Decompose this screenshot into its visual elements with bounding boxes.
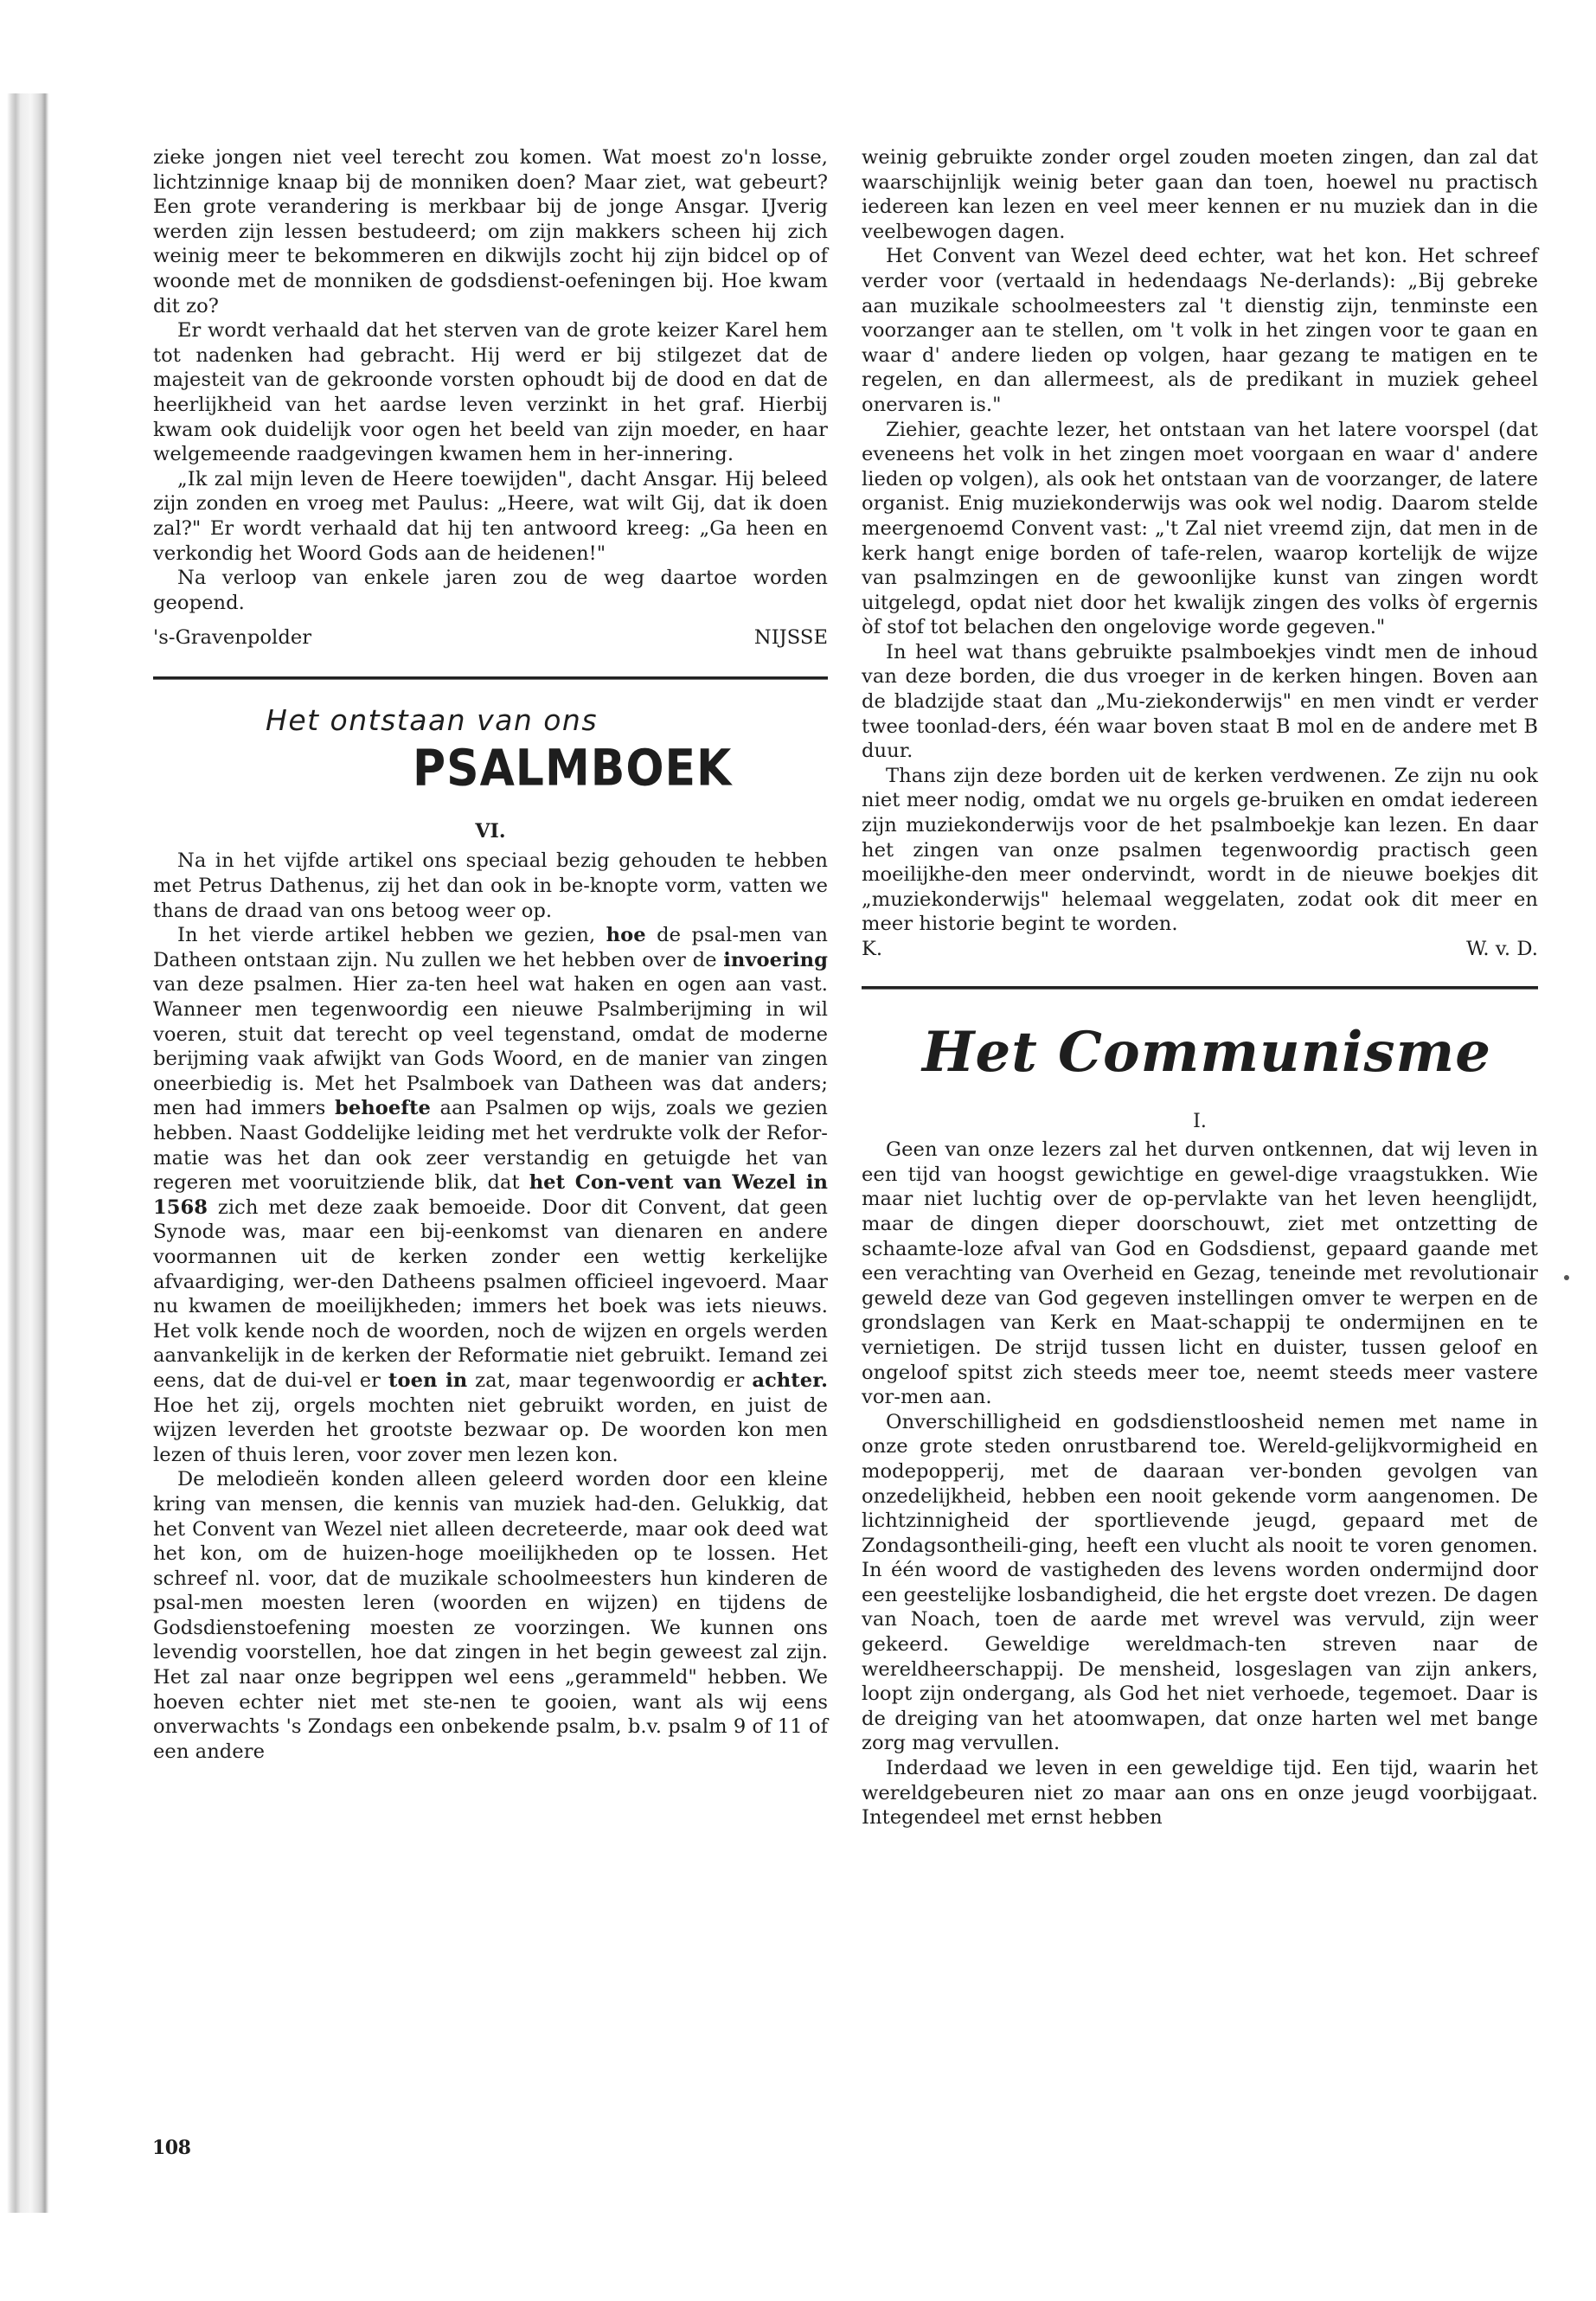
part-number: VI. — [475, 819, 506, 843]
psalmboek-paragraph — [153, 923, 828, 1467]
left-column — [153, 145, 828, 1764]
communisme-paragraph: Inderdaad we leven in een geweldige tijd. Een tijd, waarin het wereldgebeuren niet zo maar aan ons en onze jeugd voorbijgaat. Integendeel met ernst hebben — [862, 1757, 1538, 1830]
text-run: In het vierde artikel hebben we gezien, — [177, 924, 606, 947]
communisme-paragraph: Geen van onze lezers zal het durven ontkennen, dat wij leven in een tijd van hoogst gewichtige en gewel-dige vraagstukken. Wie maar niet luchtig over de op-pervlakte van het leven heenglijdt, maar de dingen dieper doorschouwt, ziet met ontzetting de schaamte-loze afval van God en Godsdienst, gepaard gaande met een verachting van Overheid en Gezag, teneinde met revolutionair geweld deze van God gegeven instellingen omver te werpen en de grondslagen van Kerk en Maat-schappij te ondermijnen en te vernietigen. De strijd tussen licht en duister, tussen geloof en ongeloof spitst zich steeds meer toe, neemt steeds meer vastere vor-men aan. — [862, 1138, 1538, 1409]
communisme-heading: Het Communisme — [922, 1019, 1491, 1085]
psalmboek-continued-paragraph: Ziehier, geachte lezer, het ontstaan van het latere voorspel (dat eveneens het volk in het zingen moet voorgaan en waar d' andere lieden op volgen), als ook het ontstaan van de voorzanger, de latere organist. Enig muziekonderwijs was ook wel nodig. Daarom stelde meergenoemd Convent vast: „'t Zal niet vreemd zijn, dat men in de kerk hangt enige borden of tafe-relen, waarop kortelijk de wijze van psalmzingen en de gewoonlijke kunst van zingen wordt uitgelegd, opdat niet door het kwalijk zingen des volks òf ergernis òf stof tot belachen den ongelovige worde gegeven." — [862, 418, 1538, 639]
page-number: 108 — [152, 2137, 191, 2159]
signature-author: NIJSSE — [753, 626, 828, 650]
book-binding-edge — [7, 93, 50, 2213]
psalmboek-continued-paragraph: weinig gebruikte zonder orgel zouden moeten zingen, dan zal dat waarschijnlijk weinig beter gaan dan toen, hoewel nu practisch iedereen kan lezen en veel meer kennen er nu muziek dan in die veelbewogen dagen. — [862, 146, 1538, 243]
article-signature — [862, 937, 1538, 962]
psalmboek-heading — [153, 702, 828, 798]
signature-place: K. — [862, 938, 883, 960]
psalmboek-continued-paragraph: Het Convent van Wezel deed echter, wat het kon. Het schreef verder voor (vertaald in hedendaags Ne-derlands): „Bij gebreke aan muzikale schoolmeesters zal 't dienstig zijn, tenminste een voorzanger aan te stellen, om 't volk in het zingen voor te gaan en waar d' andere lieden op volgen, haar gezang te matigen en te regelen, en dan allermeest, als de predikant in muziek geheel onervaren is." — [862, 245, 1538, 416]
psalmboek-heading-line1: Het ontstaan van ons — [266, 702, 599, 737]
bold-text-run: achter. — [752, 1368, 828, 1392]
bold-text-run: toen in — [388, 1368, 468, 1392]
psalmboek-continued-paragraph: Thans zijn deze borden uit de kerken verdwenen. Ze zijn nu ook niet meer nodig, omdat we nu orgels ge-bruiken en omdat iedereen zijn muziekonderwijs voor de het psalmboekje kan lezen. En daar het zingen van onze psalmen tegenwoordig practisch geen moeilijkhe-den meer ondervindt, wordt in de nieuwe boekjes dit „muziekonderwijs" helemaal weggelaten, zodat ook dit meer en meer historie begint te worden. — [862, 764, 1538, 936]
bold-text-run: invoering — [723, 948, 828, 971]
psalmboek-heading-line2: PSALMBOEK — [413, 739, 733, 798]
article-continuation-paragraph: „Ik zal mijn leven de Heere toewijden", dacht Ansgar. Hij beleed zijn zonden en vroeg met Paulus: „Heere, wat wilt Gij, dat ik doen zal?" Er wordt verhaald dat hij ten antwoord kreeg: „Ga heen en verkondig het Woord Gods aan de heidenen!" — [153, 467, 828, 565]
text-run: zich met deze zaak bemoeide. Door dit Convent, dat geen Synode was, maar een bij-eenkomst van dienaren en andere voormannen uit de kerken zonder een wettig kerkelijke afvaardiging, wer-den Datheens psalmen officieel ingevoerd. Maar nu kwamen de moeilijkheden; immers het boek was iets nieuws. Het volk kende noch de woorden, noch de wijzen en orgels werden aanvankelijk in de kerken der Reformatie niet gebruikt. Iemand zei eens, dat de dui-vel er — [153, 1195, 828, 1392]
text-run: van deze psalmen. Hier za-ten heel wat haken en ogen aan vast. Wanneer men tegenwoordig een nieuwe Psalmberijming in wil voeren, stuit dat terecht op veel tegenstand, omdat de moderne berijming vaak afwijkt van Gods Woord, en de manier van zingen oneerbiedig is. Met het Psalmboek van Datheen was dat anders; men had immers — [153, 973, 828, 1120]
right-column — [862, 145, 1538, 1830]
communisme-paragraph: Onverschilligheid en godsdienstloosheid nemen met name in onze grote steden onrustbarend toe. Wereld-gelijkvormigheid en modepopperij, met de daaraan ver-bonden gevolgen van onzedelijkheid, hebben een nooit gekende vorm aangenomen. De lichtzinnigheid der sportlievende jeugd, gepaard met de Zondagsontheili-ging, heeft een vlucht als nooit te voren genomen. In één woord de vastigheden des levens worden ondermijnd door een geestelijke losbandigheid, die het ergste doet vrezen. De dagen van Noach, toen de aarde met wrevel was vervuld, zijn weer gekeerd. Geweldige wereldmach-ten streven naar de wereldheerschappij. De mensheid, losgeslagen van zijn ankers, loopt zijn ondergang, als God het niet verhoede, tegemoet. Daar is de dreiging van het atoomwapen, dat onze harten wel met bange zorg mag vervullen. — [862, 1410, 1538, 1755]
signature-place: 's-Gravenpolder — [153, 626, 312, 650]
part-number: I. — [1193, 1110, 1207, 1132]
bold-text-run: hoe — [606, 924, 646, 947]
psalmboek-paragraph: Na in het vijfde artikel ons speciaal bezig gehouden te hebben met Petrus Dathenus, zij het dan ook in be-knopte vorm, vatten we thans de draad van ons betoog weer op. — [153, 849, 828, 922]
section-divider — [862, 986, 1538, 989]
text-run: aan Psalmen op wijs, zoals we gezien hebben. Naast Goddelijke leiding met het verdrukte volk der Refor-matie was het dan ook zeer verstandig en getuigde het van regeren met vooruitziende blik, dat — [153, 1097, 829, 1195]
scan-speck — [1564, 1275, 1569, 1280]
article-signature — [153, 625, 828, 651]
text-run: zat, maar tegenwoordig er — [467, 1368, 753, 1392]
article-continuation-paragraph: Er wordt verhaald dat het sterven van de grote keizer Karel hem tot nadenken had gebracht. Hij werd er bij stilgezet dat de majesteit van de gekroonde vorsten ophoudt bij de dood en dat de heerlijkheid van het aardse leven verzinkt in het graf. Hierbij kwam ook duidelijk voor ogen het beeld van zijn moeder, en haar welgemeende raadgevingen kwamen hem in her-innering. — [153, 319, 828, 466]
section-divider — [153, 676, 828, 679]
article-continuation-paragraph: Na verloop van enkele jaren zou de weg daartoe worden geopend. — [153, 567, 828, 614]
text-run: Hoe het zij, orgels mochten niet gebruikt worden, en juist de wijzen leverden het grootste bezwaar op. De woorden kon men lezen of thuis leren, voor zover men lezen kon. — [153, 1394, 828, 1466]
bold-text-run: behoefte — [335, 1097, 431, 1120]
signature-author: W. v. D. — [1466, 938, 1538, 960]
text-run: de psal-men van Datheen ontstaan zijn. Nu zullen we het hebben over de — [153, 924, 828, 971]
article-continuation-paragraph: zieke jongen niet veel terecht zou komen. Wat moest zo'n losse, lichtzinnige knaap bij de monniken doen? Maar ziet, wat gebeurt? Een grote verandering is merkbaar bij de jonge Ansgar. IJverig werden zijn lessen bestudeerd; om zijn makkers scheen hij zich weinig meer te bekommeren en dikwijls zocht hij zijn bidcel op of woonde met de monniken de godsdienst-oefeningen bij. Hoe kwam dit zo? — [153, 146, 828, 317]
bold-text-run: het Con-vent van Wezel in 1568 — [153, 1171, 829, 1219]
psalmboek-paragraph: De melodieën konden alleen geleerd worden door een kleine kring van mensen, die kennis van muziek had-den. Gelukkig, dat het Convent van Wezel niet alleen decreteerde, maar ook deed wat het kon, om de huizen-hoge moeilijkheden op te lossen. Het schreef nl. voor, dat de muzikale schoolmeesters hun kinderen de psal-men moesten leren (woorden en wijzen) en tijdens de Godsdienstoefening moesten ze voorzingen. We kunnen ons levendig voorstellen, hoe dat zingen in het begin geweest zal zijn. Het zal naar onze begrippen wel eens „gerammeld" hebben. We hoeven echter niet met ste-nen te gooien, want als wij eens onverwachts 's Zondags een onbekende psalm, b.v. psalm 9 of 11 of een andere — [153, 1468, 828, 1763]
psalmboek-continued-paragraph: In heel wat thans gebruikte psalmboekjes vindt men de inhoud van deze borden, die dus vroeger in de kerken hingen. Boven aan de bladzijde staat dan „Mu-ziekonderwijs" en men vindt er verder twee toonlad-ders, één waar boven staat B mol en de andere met B duur. — [862, 640, 1538, 763]
